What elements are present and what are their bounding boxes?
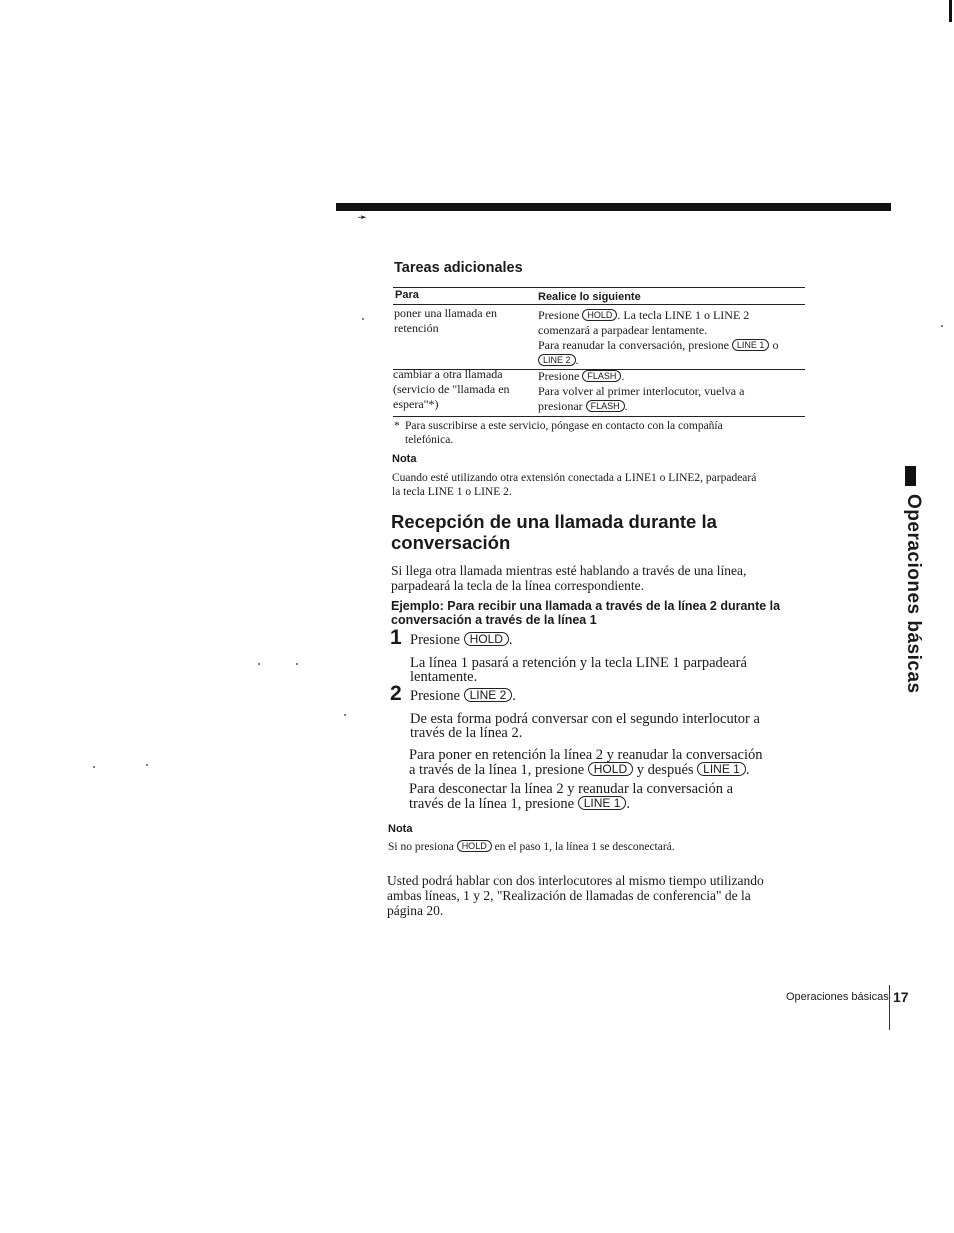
row1-action-line2: comenzará a parpadear lentamente. — [538, 323, 708, 337]
step-number: 1 — [390, 626, 402, 649]
footnote — [405, 419, 805, 447]
row1-action-line3: Para reanudar la conversación, presione LINE 1 o — [538, 338, 779, 352]
table-header-action: Realice lo siguiente — [538, 291, 641, 303]
nota-label: Nota — [392, 453, 417, 465]
page-bracket — [889, 985, 890, 1030]
nota1-line1: Cuando esté utilizando otra extensión conectada a LINE1 o LINE2, parpadeará — [392, 472, 757, 484]
row1-para-line1: poner una llamada en — [394, 306, 497, 320]
line1-key: LINE 1 — [732, 339, 770, 351]
row1-para-line2: retención — [394, 321, 439, 335]
hold-key: HOLD — [588, 762, 633, 776]
sidebar-tab: Operaciones básicas — [903, 494, 924, 694]
step2-paragraph: Para poner en retención la línea 2 y reanudar la conversación a través de la línea 1, presione HOLD y después LINE 1 . — [409, 747, 763, 778]
footer-section: Operaciones básicas — [786, 991, 889, 1003]
line1-key: LINE 1 — [578, 796, 627, 810]
page-number: 17 — [893, 989, 909, 1005]
table-row — [394, 306, 529, 336]
row2-para-line1: cambiar a otra llamada — [393, 367, 503, 381]
closing-paragraph: Usted podrá hablar con dos interlocutores al mismo tiempo utilizando ambas líneas, 1 y 2, "Realización de llamadas de conferencia" de la página 20. — [387, 873, 764, 918]
speck — [344, 714, 346, 716]
edge-mark — [949, 0, 952, 22]
nota-text — [392, 471, 812, 499]
row2-para-line2: (servicio de "llamada en — [393, 382, 510, 396]
section-title: Recepción de una llamada durante la conversación — [391, 511, 717, 553]
speck — [93, 766, 95, 768]
footnote-marker: * — [394, 420, 400, 432]
speck — [941, 325, 943, 327]
table-row — [538, 369, 806, 414]
example-heading: Ejemplo: Para recibir una llamada a través de la línea 2 durante la conversación a través de la línea 1 — [391, 599, 781, 627]
table-header-rule — [393, 304, 805, 305]
top-rule — [336, 203, 891, 211]
row1-action-line1: Presione HOLD . La tecla LINE 1 o LINE 2 — [538, 308, 750, 322]
footnote-line2: telefónica. — [405, 434, 454, 446]
hold-key: HOLD — [464, 632, 509, 646]
row1-action-line4: LINE 2 . — [538, 353, 806, 368]
intro-paragraph: Si llega otra llamada mientras esté hablando a través de una línea, parpadeará la tecla de la línea correspondiente. — [391, 563, 747, 593]
nota1-line2: la tecla LINE 1 o LINE 2. — [392, 486, 512, 498]
step1-instruction: Presione HOLD . — [410, 632, 513, 648]
line2-key: LINE 2 — [538, 354, 576, 366]
line2-key: LINE 2 — [464, 688, 513, 702]
speck — [296, 663, 298, 665]
arrow-mark: ➛ — [357, 210, 368, 224]
table-row — [538, 308, 806, 368]
speck — [362, 318, 364, 320]
hold-key: HOLD — [582, 309, 617, 321]
row2-action-line3: presionar FLASH . — [538, 399, 628, 413]
table-row — [393, 367, 533, 412]
table-top-rule — [393, 287, 805, 288]
sidebar-tab-marker — [905, 466, 916, 486]
example-label: Ejemplo: — [391, 599, 444, 613]
row2-action-line1: Presione FLASH . — [538, 369, 625, 383]
flash-key: FLASH — [582, 370, 621, 382]
footnote-line1: Para suscribirse a este servicio, póngase en contacto con la compañía — [405, 420, 723, 432]
step-number: 2 — [390, 682, 402, 705]
flash-key: FLASH — [586, 400, 625, 412]
step2-paragraph: De esta forma podrá conversar con el segundo interlocutor a través de la línea 2. — [410, 711, 760, 741]
speck — [258, 663, 260, 665]
nota-text: Si no presiona HOLD en el paso 1, la línea 1 se desconectará. — [388, 841, 675, 853]
speck — [146, 764, 148, 766]
row2-action-line2: Para volver al primer interlocutor, vuelva a — [538, 384, 745, 398]
table-bottom-rule — [393, 416, 805, 417]
table-header-para: Para — [395, 289, 419, 301]
step2-instruction: Presione LINE 2 . — [410, 688, 516, 704]
hold-key: HOLD — [457, 840, 492, 852]
row2-para-line3: espera"*) — [393, 397, 439, 411]
nota-label: Nota — [388, 823, 413, 835]
step1-description: La línea 1 pasará a retención y la tecla LINE 1 parpadeará lentamente. — [410, 655, 747, 685]
step2-paragraph: Para desconectar la línea 2 y reanudar la conversación a través de la línea 1, presione LINE 1 . — [409, 781, 734, 812]
section-heading: Tareas adicionales — [394, 260, 523, 276]
line1-key: LINE 1 — [697, 762, 746, 776]
